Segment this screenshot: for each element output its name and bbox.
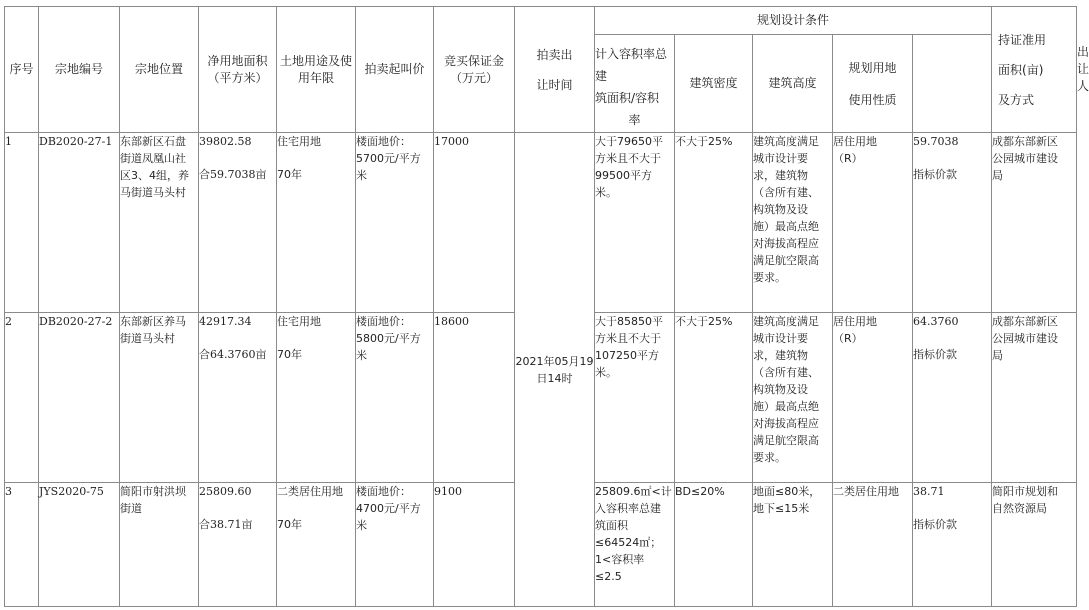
row-start-price: 楼面地价： 4700元/平方 米 bbox=[356, 483, 434, 607]
row-land-use-nature: 居住用地 （R） bbox=[833, 313, 913, 483]
row-code: DB2020-27-1 bbox=[39, 133, 120, 313]
header-height: 建筑高度 bbox=[753, 35, 833, 133]
row-far: 大于85850平 方米且不大于 107250平方 米。 bbox=[595, 313, 675, 483]
row-deposit: 17000 bbox=[434, 133, 515, 313]
header-seq: 序号 bbox=[5, 7, 39, 133]
row-start-price: 楼面地价： 5700元/平方 米 bbox=[356, 133, 434, 313]
row-height: 建筑高度满足 城市设计要 求，建筑物 （含所有建、 构筑物及设 施）最高点绝 对海拔高程应 满足航空限高 要求。 bbox=[753, 133, 833, 313]
header-land-use-nature: 规划用地 使用性质 bbox=[833, 35, 913, 133]
row-use: 住宅用地 70年 bbox=[277, 313, 356, 483]
row-land-use-nature: 居住用地 （R） bbox=[833, 133, 913, 313]
row-deposit: 18600 bbox=[434, 313, 515, 483]
header-planning-group: 规划设计条件 bbox=[595, 7, 992, 35]
row-area: 39802.58 合59.7038亩 bbox=[199, 133, 277, 313]
header-start-price: 拍卖起叫价 bbox=[356, 7, 434, 133]
header-row-top: 序号 宗地编号 宗地位置 净用地面积 （平方米） 土地用途及使 用年限 拍卖起叫价 竞买保证金 （万元） 拍卖出 让时间 规划设计条件 持证准用 面积(亩) 及方式 出让人 bbox=[5, 7, 1077, 35]
row-density: BD≤20% bbox=[675, 483, 753, 607]
row-far: 25809.6㎡<计 入容积率总建 筑面积 ≤64524㎡； 1<容积率 ≤2.5 bbox=[595, 483, 675, 607]
header-density: 建筑密度 bbox=[675, 35, 753, 133]
row-area: 42917.34 合64.3760亩 bbox=[199, 313, 277, 483]
row-location: 东部新区养马 街道马头村 bbox=[120, 313, 199, 483]
row-location: 东部新区石盘 街道凤凰山社 区3、4组，养 马街道马头村 bbox=[120, 133, 199, 313]
row-land-use-nature: 二类居住用地 bbox=[833, 483, 913, 607]
header-quota: 持证准用 面积(亩) 及方式 bbox=[992, 7, 1077, 133]
row-code: DB2020-27-2 bbox=[39, 313, 120, 483]
row-density: 不大于25% bbox=[675, 133, 753, 313]
header-auction-time: 拍卖出 让时间 bbox=[515, 7, 595, 133]
row-location: 简阳市射洪坝 街道 bbox=[120, 483, 199, 607]
header-use: 土地用途及使 用年限 bbox=[277, 7, 356, 133]
row-far: 大于79650平 方米且不大于 99500平方 米。 bbox=[595, 133, 675, 313]
row-density: 不大于25% bbox=[675, 313, 753, 483]
row-quota: 59.7038 指标价款 bbox=[913, 133, 992, 313]
row-quota: 38.71 指标价款 bbox=[913, 483, 992, 607]
row-grantor: 成都东部新区 公园城市建设 局 bbox=[992, 133, 1077, 313]
header-area: 净用地面积 （平方米） bbox=[199, 7, 277, 133]
row-grantor: 成都东部新区 公园城市建设 局 bbox=[992, 313, 1077, 483]
row-seq: 2 bbox=[5, 313, 39, 483]
row-area: 25809.60 合38.71亩 bbox=[199, 483, 277, 607]
header-far: 计入容积率总 建 筑面积/容积 率 bbox=[595, 35, 675, 133]
row-deposit: 9100 bbox=[434, 483, 515, 607]
header-code: 宗地编号 bbox=[39, 7, 120, 133]
row-use: 二类居住用地 70年 bbox=[277, 483, 356, 607]
row-grantor: 简阳市规划和 自然资源局 bbox=[992, 483, 1077, 607]
row-seq: 3 bbox=[5, 483, 39, 607]
row-height: 建筑高度满足 城市设计要 求，建筑物 （含所有建、 构筑物及设 施）最高点绝 对海拔高程应 满足航空限高 要求。 bbox=[753, 313, 833, 483]
row-seq: 1 bbox=[5, 133, 39, 313]
row-height: 地面≤80米， 地下≤15米 bbox=[753, 483, 833, 607]
table-row bbox=[5, 133, 1077, 313]
row-use: 住宅用地 70年 bbox=[277, 133, 356, 313]
header-deposit: 竞买保证金 （万元） bbox=[434, 7, 515, 133]
land-auction-table bbox=[4, 6, 1089, 607]
row-start-price: 楼面地价： 5800元/平方 米 bbox=[356, 313, 434, 483]
row-code: JYS2020-75 bbox=[39, 483, 120, 607]
auction-time-cell: 2021年05月19 日14时 bbox=[515, 133, 595, 607]
header-location: 宗地位置 bbox=[120, 7, 199, 133]
row-quota: 64.3760 指标价款 bbox=[913, 313, 992, 483]
